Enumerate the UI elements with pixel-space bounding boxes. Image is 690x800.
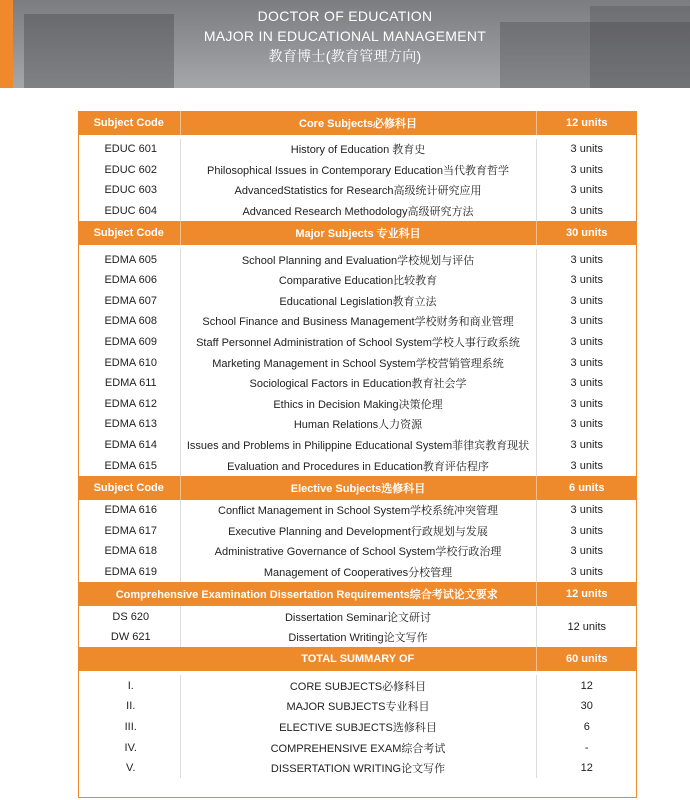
- subject-units: 3 units: [536, 352, 637, 373]
- table-row: [78, 291, 637, 312]
- core-units-header: 12 units: [536, 111, 637, 135]
- subject-code: EDMA 617: [104, 524, 158, 537]
- subject-name: Dissertation Seminar论文研讨: [180, 606, 536, 627]
- table-row: [78, 249, 637, 270]
- summary-title-header: TOTAL SUMMARY OF: [180, 647, 536, 671]
- subject-code: EDMA 610: [104, 356, 158, 369]
- summary-units: 12: [536, 758, 637, 779]
- subject-code: EDMA 607: [104, 294, 158, 307]
- table-row: [78, 414, 637, 435]
- subject-code: EDMA 613: [104, 418, 158, 431]
- table-row: [78, 139, 637, 160]
- subject-name: Marketing Management in School System学校营销管理系统: [180, 352, 536, 373]
- summary-units: 12: [536, 675, 637, 696]
- subject-units: 3 units: [536, 311, 637, 332]
- subject-code: EDMA 615: [104, 459, 158, 472]
- elective-code-header: Subject Code: [78, 476, 180, 500]
- table-row: [78, 180, 637, 201]
- table-row: [78, 435, 637, 456]
- subject-name: Human Relations人力资源: [180, 414, 536, 435]
- subject-code: EDMA 609: [104, 336, 158, 349]
- table-row: [78, 606, 637, 627]
- title-line-3: 教育博士(教育管理方向): [268, 48, 422, 64]
- major-code-header: Subject Code: [78, 221, 180, 245]
- table-row: [78, 696, 637, 717]
- subject-name: Management of Cooperatives分校管理: [180, 562, 536, 583]
- summary-units: 6: [536, 717, 637, 738]
- subject-units: 3 units: [536, 562, 637, 583]
- subject-name: Administrative Governance of School System学校行政治理: [180, 541, 536, 562]
- curriculum-table-wrapper: [78, 111, 637, 778]
- subject-name: Staff Personnel Administration of School System学校人事行政系统: [180, 332, 536, 353]
- subject-code: EDMA 618: [104, 545, 158, 558]
- subject-name: Evaluation and Procedures in Education教育评估程序: [180, 455, 536, 476]
- subject-name: Advanced Research Methodology高级研究方法: [180, 201, 536, 222]
- comprehensive-title-header: Comprehensive Examination Dissertation Requirements综合考试论文要求: [78, 582, 536, 606]
- subject-code: EDMA 616: [104, 504, 158, 517]
- summary-number: IV.: [124, 741, 137, 754]
- subject-units: 3 units: [536, 201, 637, 222]
- table-row: [78, 521, 637, 542]
- subject-name: Executive Planning and Development行政规划与发展: [180, 521, 536, 542]
- subject-units: 3 units: [536, 139, 637, 160]
- major-header-row: [78, 221, 637, 245]
- table-row: [78, 160, 637, 181]
- summary-name: ELECTIVE SUBJECTS选修科目: [180, 717, 536, 738]
- subject-code: EDUC 601: [104, 143, 158, 156]
- comprehensive-header-row: [78, 582, 637, 606]
- banner-header: [0, 0, 690, 88]
- subject-units: 3 units: [536, 414, 637, 435]
- table-row: [78, 500, 637, 521]
- subject-units: 3 units: [536, 521, 637, 542]
- subject-name: History of Education 教育史: [180, 139, 536, 160]
- subject-code: EDMA 611: [104, 377, 157, 390]
- subject-units: 3 units: [536, 291, 637, 312]
- table-row: [78, 675, 637, 696]
- table-row: [78, 311, 637, 332]
- table-row: [78, 394, 637, 415]
- core-code-header: Subject Code: [78, 111, 180, 135]
- table-row: [78, 758, 637, 779]
- subject-name: Comparative Education比较教育: [180, 270, 536, 291]
- summary-header-row: [78, 647, 637, 671]
- program-title: [0, 6, 690, 66]
- subject-units: 3 units: [536, 394, 637, 415]
- summary-number: II.: [126, 700, 136, 713]
- subject-code: EDMA 614: [104, 439, 158, 452]
- title-line-2: MAJOR IN EDUCATIONAL MANAGEMENT: [203, 28, 487, 44]
- core-header-row: [78, 111, 637, 135]
- subject-code: DW 621: [110, 631, 151, 644]
- table-row: [78, 373, 637, 394]
- summary-units-header: 60 units: [536, 647, 637, 671]
- subject-code: EDUC 603: [104, 184, 158, 197]
- subject-units: 3 units: [536, 249, 637, 270]
- subject-code: EDUC 602: [104, 163, 158, 176]
- table-row: [78, 332, 637, 353]
- subject-units: 3 units: [536, 180, 637, 201]
- table-row: [78, 717, 637, 738]
- subject-units: 3 units: [536, 541, 637, 562]
- table-row: [78, 201, 637, 222]
- subject-code: DS 620: [112, 610, 150, 623]
- subject-name: Issues and Problems in Philippine Educational System菲律宾教育现状: [180, 435, 536, 456]
- table-row: [78, 541, 637, 562]
- summary-number: V.: [126, 762, 136, 775]
- summary-name: MAJOR SUBJECTS专业科目: [180, 696, 536, 717]
- subject-name: Conflict Management in School System学校系统冲突管理: [180, 500, 536, 521]
- summary-name: CORE SUBJECTS必修科目: [180, 675, 536, 696]
- curriculum-table: [78, 111, 637, 778]
- elective-header-row: [78, 476, 637, 500]
- table-row: [78, 352, 637, 373]
- table-row: [78, 270, 637, 291]
- elective-units-header: 6 units: [536, 476, 637, 500]
- subject-name: School Planning and Evaluation学校规划与评估: [180, 249, 536, 270]
- subject-units: 3 units: [536, 332, 637, 353]
- subject-code: EDMA 606: [104, 274, 158, 287]
- elective-title-header: Elective Subjects选修科目: [180, 476, 536, 500]
- subject-name: Philosophical Issues in Contemporary Education当代教育哲学: [180, 160, 536, 181]
- subject-units: 12 units: [536, 606, 637, 647]
- summary-name: COMPREHENSIVE EXAM综合考试: [180, 737, 536, 758]
- subject-name: Ethics in Decision Making决策伦理: [180, 394, 536, 415]
- subject-name: Educational Legislation教育立法: [180, 291, 536, 312]
- table-row: [78, 562, 637, 583]
- subject-code: EDMA 608: [104, 315, 158, 328]
- core-title-header: Core Subjects必修科目: [180, 111, 536, 135]
- subject-units: 3 units: [536, 160, 637, 181]
- subject-units: 3 units: [536, 270, 637, 291]
- subject-name: Dissertation Writing论文写作: [180, 627, 536, 648]
- table-row: [78, 737, 637, 758]
- subject-units: 3 units: [536, 455, 637, 476]
- subject-units: 3 units: [536, 373, 637, 394]
- major-title-header: Major Subjects 专业科目: [180, 221, 536, 245]
- subject-name: Sociological Factors in Education教育社会学: [180, 373, 536, 394]
- subject-units: 3 units: [536, 435, 637, 456]
- subject-units: 3 units: [536, 500, 637, 521]
- summary-number: I.: [127, 679, 134, 692]
- summary-blank-header: [78, 647, 180, 671]
- summary-units: 30: [536, 696, 637, 717]
- subject-code: EDMA 619: [104, 565, 158, 578]
- major-units-header: 30 units: [536, 221, 637, 245]
- subject-code: EDMA 605: [104, 253, 158, 266]
- table-row: [78, 455, 637, 476]
- subject-code: EDUC 604: [104, 205, 158, 218]
- title-line-1: DOCTOR OF EDUCATION: [257, 8, 433, 24]
- summary-name: DISSERTATION WRITING论文写作: [180, 758, 536, 779]
- comprehensive-units-header: 12 units: [536, 582, 637, 606]
- subject-name: AdvancedStatistics for Research高级统计研究应用: [180, 180, 536, 201]
- summary-number: III.: [124, 720, 137, 733]
- summary-units: -: [536, 737, 637, 758]
- subject-code: EDMA 612: [104, 397, 158, 410]
- subject-name: School Finance and Business Management学校财务和商业管理: [180, 311, 536, 332]
